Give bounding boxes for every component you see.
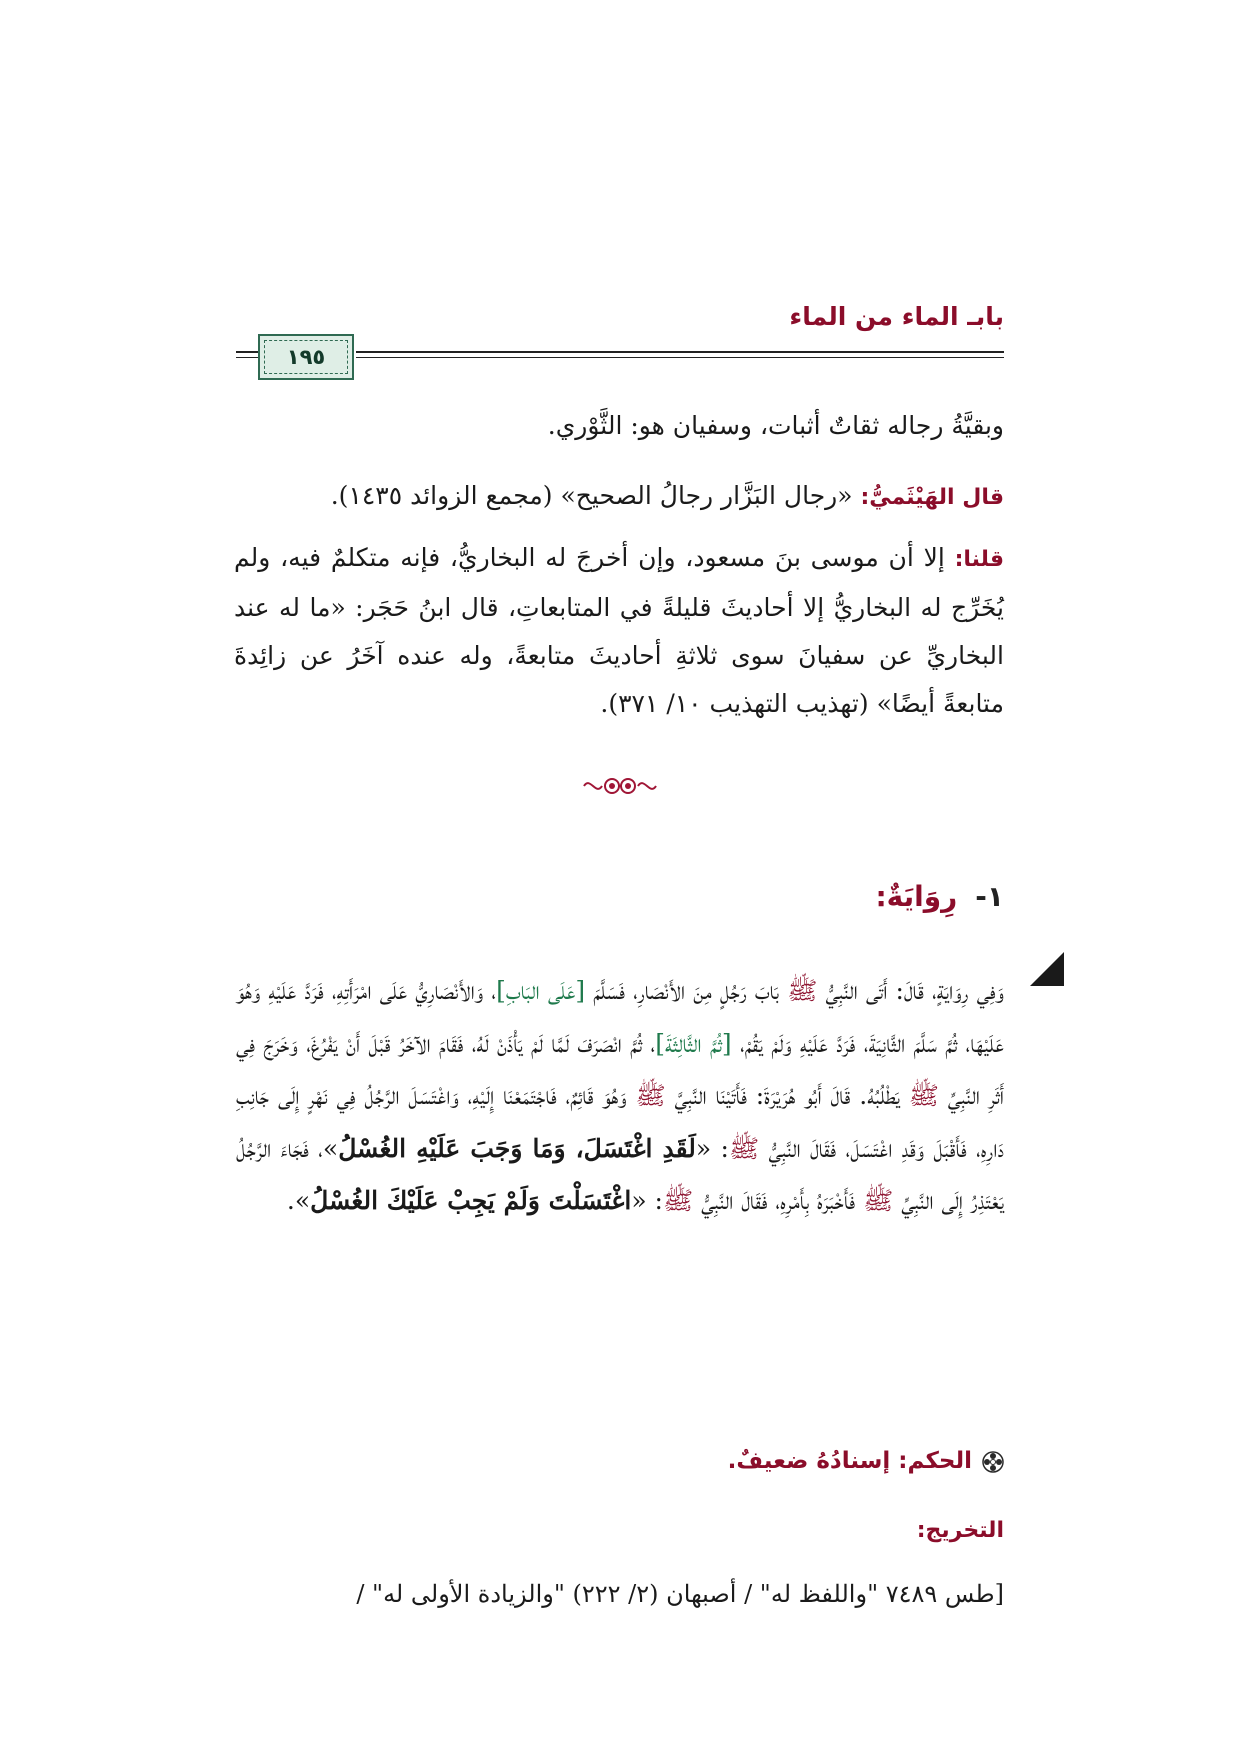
salutation-glyph: ﷺ [863, 1186, 894, 1215]
salutation-glyph: ﷺ [728, 1133, 760, 1163]
quote-corner-mark [1030, 952, 1064, 986]
intro-paragraph-1: وبقيَّةُ رجاله ثقاتٌ أثبات، وسفيان هو: الثَّوْري. [547, 411, 1004, 440]
hadith-segment: ». [286, 1186, 311, 1215]
hadith-segment: وَفِي رِوَايَةٍ، قَالَ: أَتَى النَّبِيُّ [817, 976, 1004, 1005]
salutation-glyph: ﷺ [662, 1186, 694, 1215]
hadith-segment: »، فَجَاءَ الرَّجُلُ يَعْتَذِرُ إِلَى النَّبِيِّ [236, 1133, 1004, 1215]
header-rule-left [236, 351, 258, 353]
ornament-divider [0, 770, 1240, 810]
ruling-label: الحكم: [898, 1448, 972, 1474]
hadith-segment: وَهُوَ قَائِمٌ، فَاجْتَمَعْنَا إِلَيْهِ، وَاغْتَسَلَ الرَّجُلُ فِي نَهْرٍ إِلَى جَانِبِ دَارِهِ، فَأَقْبَلَ وَقَدِ اغْتَسَلَ، فَقَالَ النَّبِيُّ [236, 1081, 1005, 1163]
header-rule-left-thin [236, 357, 258, 358]
section-heading [875, 880, 1004, 913]
haythami-label: قال الهَيْثَميُّ: [860, 485, 1004, 510]
hadith-text [236, 965, 1004, 1228]
addition-bracket: [ثُمَّ الثَّالِثَةَ] [655, 1028, 732, 1058]
flower-icon [982, 1451, 1004, 1473]
addition-bracket: [عَلَى البَابِ] [496, 976, 586, 1005]
hadith-segment: بَابَ رَجُلٍ مِنَ الأَنْصَارِ، فَسَلَّمَ [585, 976, 788, 1005]
section-title: رِوَايَةٌ: [875, 880, 958, 913]
salutation-glyph: ﷺ [635, 1081, 666, 1110]
takhrij-label: التخريج: [916, 1518, 1004, 1543]
page-number: ١٩٥ [286, 345, 326, 369]
takhrij-source: [طس ٧٤٨٩ "واللفظ له" / أصبهان (٢/ ٢٢٢) "والزيادة الأولى له" / [356, 1580, 1004, 1608]
ruling-value: إسنادُهُ ضعيفٌ. [727, 1448, 899, 1474]
header-rule-right [356, 351, 1004, 353]
hadith-segment: فَأَخْبَرَهُ بِأَمْرِهِ، فَقَالَ النَّبِيُّ [693, 1186, 864, 1215]
qulna-label: قلنا: [954, 547, 1004, 572]
ornament-icon [580, 770, 660, 802]
page-number-badge [258, 334, 354, 380]
intro-paragraph-3 [234, 534, 1004, 728]
section-number: ١- [975, 880, 1004, 913]
prophet-saying: لَقَدِ اغْتَسَلَ، وَمَا وَجَبَ عَلَيْهِ الغُسْلُ [338, 1133, 696, 1163]
hadith-segment: : « [695, 1133, 729, 1163]
hadith-segment: : « [631, 1186, 663, 1215]
hadith-segment: يَطْلُبُهُ. قَالَ أَبُو هُرَيْرَةَ: فَأَتَيْنَا النَّبِيَّ [665, 1081, 909, 1110]
hadith-segment: ، وَالأَنْصَارِيُّ عَلَى امْرَأَتِهِ، فَرَدَّ عَلَيْهِ وَهُوَ عَلَيْهَا، ثُمَّ سَلَّمَ الثَّانِيَةَ، فَرَدَّ عَلَيْهِ وَلَمْ يَقُمْ، [236, 976, 1004, 1058]
prophet-saying: اغْتَسَلْتَ وَلَمْ يَجِبْ عَلَيْكَ الغُسْلُ [310, 1186, 632, 1215]
ruling-line [728, 1448, 1004, 1474]
haythami-text: «رجال البَزَّار رجالُ الصحيح» (مجمع الزوائد ١٤٣٥). [330, 481, 861, 510]
hadith-segment: ، ثُمَّ انْصَرَفَ لَمَّا لَمْ يَأْذَنْ لَهُ، فَقَامَ الآخَرُ قَبْلَ أَنْ يَفْرُغَ، وَخَرَجَ فِي أَثَرِ النَّبِيِّ [236, 1028, 1004, 1110]
intro-paragraph-2 [234, 472, 1004, 522]
salutation-glyph: ﷺ [908, 1081, 939, 1110]
salutation-glyph: ﷺ [787, 976, 818, 1005]
chapter-title: بابـ الماء من الماء [789, 302, 1004, 331]
header-rule-right-thin [356, 357, 1004, 358]
qulna-text: إلا أن موسى بنَ مسعود، وإن أخرجَ له البخاريُّ، فإنه متكلمٌ فيه، ولم يُخَرِّج له البخاريُّ إلا أحاديثَ قليلةً في المتابعاتِ، قال ابنُ حَجَر: «ما له عند البخاريِّ عن سفيانَ سوى ثلاثةِ أحاديثَ متابعةً، وله عنده آخَرُ عن زائِدةَ متابعةً أيضًا» (تهذيب التهذيب ١٠/ ٣٧١). [234, 543, 1004, 718]
